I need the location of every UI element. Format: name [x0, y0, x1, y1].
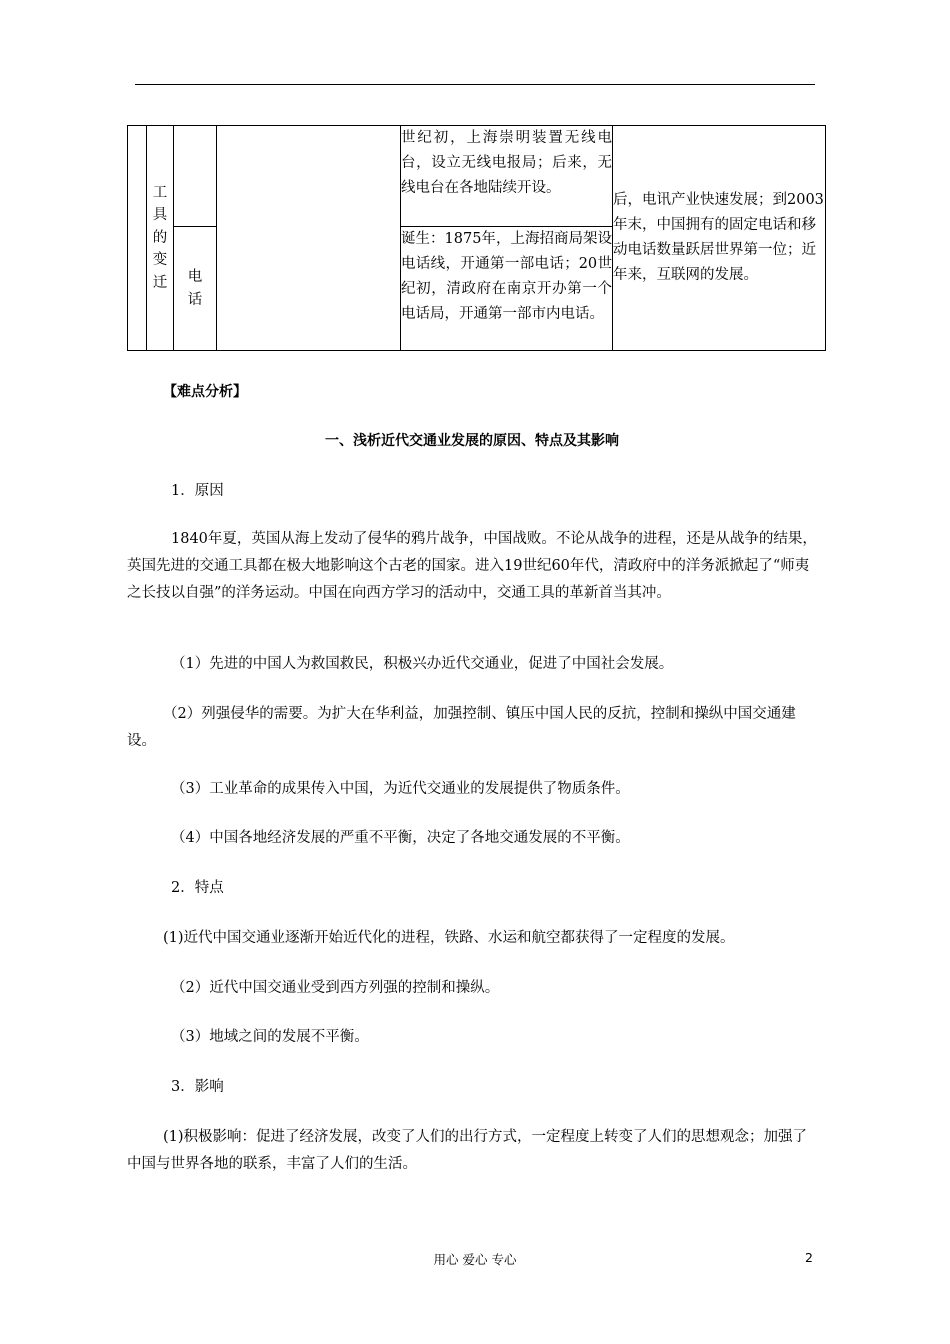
section-label: 【难点分析】: [163, 384, 247, 400]
paragraph: （4）中国各地经济发展的严重不平衡，决定了各地交通发展的不平衡。: [171, 830, 630, 846]
paragraph: （3）工业革命的成果传入中国，为近代交通业的发展提供了物质条件。: [171, 781, 630, 797]
history-table: [127, 125, 826, 351]
radio-text: 世纪初，上海崇明装置无线电台，设立无线电报局；后来，无线电台在各地陆续开设。: [401, 130, 612, 196]
section-heading: 一、浅析近代交通业发展的原因、特点及其影响: [325, 433, 619, 449]
footer-text: 用心 爱心 专心: [433, 1252, 517, 1267]
telecom-development-cell: [613, 126, 826, 351]
paragraph: (1)近代中国交通业逐渐开始近代化的进程，铁路、水运和航空都获得了一定程度的发展。: [163, 930, 735, 946]
page-number: 2: [805, 1250, 813, 1265]
tool-change-label: [147, 126, 174, 351]
phone-text: 诞生：1875年，上海招商局架设电话线，开通第一部电话；20世纪初，清政府在南京开办第一个电话局，开通第一部市内电话。: [401, 231, 612, 322]
paragraph: 3．影响: [171, 1079, 224, 1095]
paragraph: 2．特点: [171, 880, 224, 896]
table-blank-cell: [128, 126, 147, 351]
phone-cell: [401, 227, 613, 351]
paragraph: （3）地域之间的发展不平衡。: [171, 1029, 369, 1045]
telecom-development-text: 后，电讯产业快速发展；到2003年末，中国拥有的固定电话和移动电话数量跃居世界第一位；近年来，互联网的发展。: [613, 192, 824, 283]
phone-label-cell: [174, 227, 217, 351]
paragraph: 1．原因: [171, 483, 224, 499]
radio-cell: [401, 126, 613, 227]
paragraph: （2）近代中国交通业受到西方列强的控制和操纵。: [171, 980, 500, 996]
phone-label: 电 话: [187, 269, 203, 308]
paragraph: （2）列强侵华的需要。为扩大在华利益，加强控制、镇压中国人民的反抗，控制和操纵中国交通建设。: [127, 706, 796, 749]
table-blank-cell: [217, 126, 401, 351]
paragraph: 1840年夏，英国从海上发动了侵华的鸦片战争，中国战败。不论从战争的进程，还是从战争的结果，英国先进的交通工具都在极大地影响这个古老的国家。进入19世纪60年代，清政府中的洋务派掀起了“师夷之长技以自强”的洋务运动。中国在向西方学习的活动中，交通工具的革新首当其冲。: [127, 531, 817, 601]
table-blank-cell: [174, 126, 217, 227]
header-rule: [135, 84, 815, 85]
paragraph: (1)积极影响：促进了经济发展，改变了人们的出行方式，一定程度上转变了人们的思想观念；加强了中国与世界各地的联系，丰富了人们的生活。: [127, 1129, 808, 1172]
paragraph: （1）先进的中国人为救国救民，积极兴办近代交通业，促进了中国社会发展。: [171, 656, 674, 672]
tool-change-text: 工 具 的 变 迁: [152, 184, 168, 291]
